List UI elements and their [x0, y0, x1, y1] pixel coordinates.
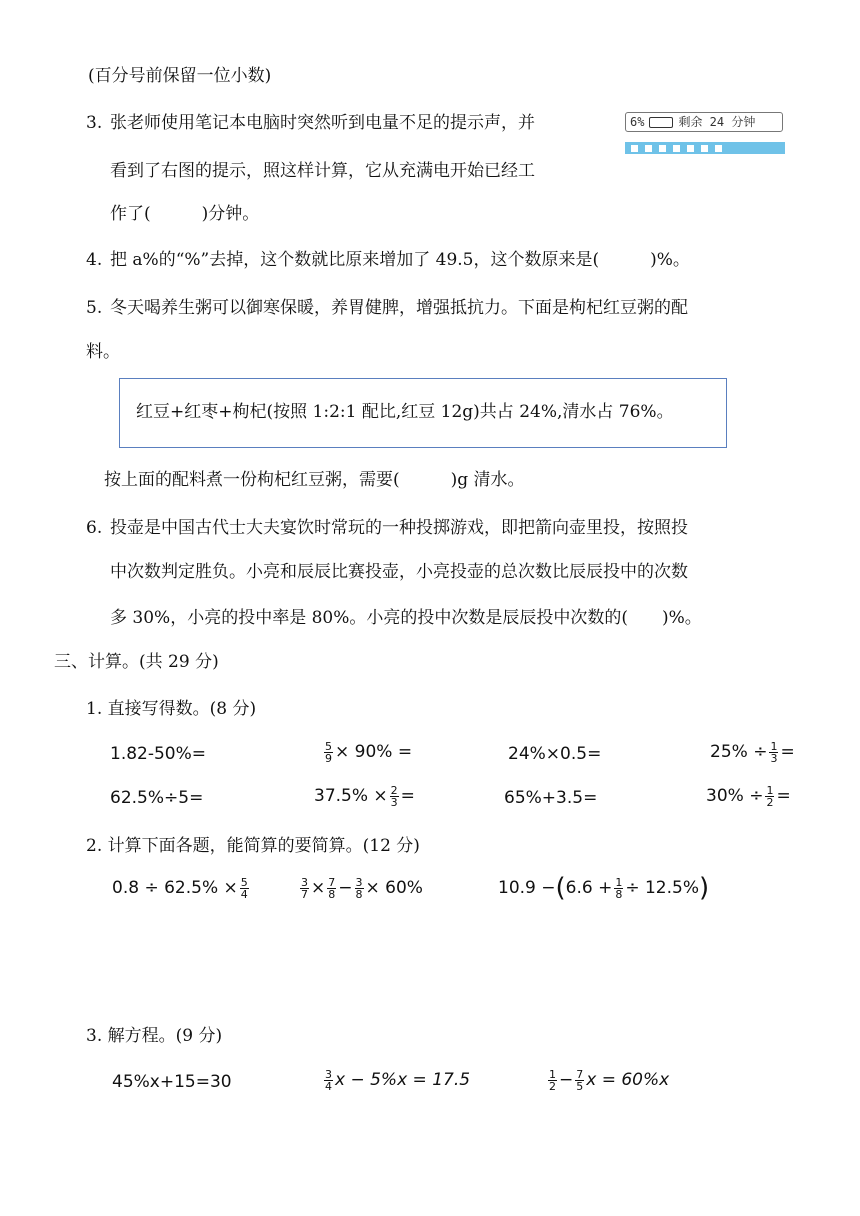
q3-number: 3.	[86, 113, 103, 133]
fraction: $\frac{3}{4}$	[325, 1067, 332, 1093]
c2-expr-3: 10.9 −(6.6 + $\frac{1}{8}$ ÷ 12.5%)	[498, 873, 710, 903]
battery-status	[625, 112, 783, 132]
battery-remaining: 剩余 24 分钟	[678, 115, 756, 129]
c1-item-8: 30% ÷ $\frac{1}{2}$ =	[706, 783, 791, 809]
c1-item-7: 65%+3.5=	[504, 788, 598, 808]
c1-title: 1. 直接写得数。(8 分)	[86, 699, 257, 719]
c1-item-2: $\frac{5}{9}$ × 90% =	[325, 739, 413, 765]
battery-bar	[625, 142, 785, 154]
battery-percent: 6%	[630, 115, 645, 129]
q5-line1: 冬天喝养生粥可以御寒保暖，养胃健脾，增强抵抗力。下面是枸杞红豆粥的配	[110, 298, 688, 318]
q3-line2: 看到了右图的提示，照这样计算，它从充满电开始已经工	[110, 161, 535, 181]
c2-title: 2. 计算下面各题，能简算的要简算。(12 分)	[86, 836, 420, 856]
c1-item-1: 1.82-50%=	[110, 744, 207, 764]
c1-item-3: 24%×0.5=	[508, 744, 602, 764]
fraction: $\frac{1}{8}$	[615, 875, 623, 901]
fraction: $\frac{5}{4}$	[240, 875, 248, 901]
ingredient-text: 红豆+红枣+枸杞(按照 1:2:1 配比,红豆 12g)共占 24%,清水占 76%。	[136, 402, 674, 422]
fraction: $\frac{1}{2}$	[549, 1067, 556, 1093]
q6-line2: 中次数判定胜负。小亮和辰辰比赛投壶，小亮投壶的总次数比辰辰投中的次数	[110, 562, 688, 582]
fraction: $\frac{3}{8}$	[355, 875, 363, 901]
fraction: $\frac{1}{3}$	[770, 739, 778, 765]
q5-number: 5.	[86, 298, 103, 318]
c2-expr-2: $\frac{3}{7}$ × $\frac{7}{8}$ − $\frac{3}{8}$ × 60%	[301, 875, 423, 901]
q5-line2: 料。	[86, 342, 120, 362]
q6-line1: 投壶是中国古代士大夫宴饮时常玩的一种投掷游戏，即把箭向壶里投，按照投	[110, 518, 688, 538]
fraction: $\frac{1}{2}$	[766, 783, 774, 809]
q3-line3: 作了( )分钟。	[110, 204, 260, 224]
c3-expr-2: $\frac{3}{4}$ x − 5%x = 17.5	[325, 1067, 471, 1093]
c1-item-4: 25% ÷ $\frac{1}{3}$ =	[710, 739, 795, 765]
top-note: (百分号前保留一位小数)	[88, 66, 272, 86]
fraction: $\frac{5}{9}$	[325, 739, 332, 765]
battery-indicator	[625, 112, 785, 158]
c2-expr-1: 0.8 ÷ 62.5% × $\frac{5}{4}$	[112, 875, 248, 901]
c1-item-6: 37.5% × $\frac{2}{3}$ =	[314, 783, 415, 809]
section3-heading: 三、计算。(共 29 分)	[54, 652, 219, 672]
fraction: $\frac{2}{3}$	[390, 783, 398, 809]
fraction: $\frac{7}{8}$	[328, 875, 336, 901]
q6-number: 6.	[86, 518, 103, 538]
q4-number: 4.	[86, 250, 103, 270]
fraction: $\frac{7}{5}$	[576, 1067, 584, 1093]
c1-item-5: 62.5%÷5=	[110, 788, 204, 808]
q6-line3: 多 30%，小亮的投中率是 80%。小亮的投中次数是辰辰投中次数的( )%。	[110, 608, 702, 628]
q5-line3: 按上面的配料煮一份枸杞红豆粥，需要( )g 清水。	[104, 470, 525, 490]
c3-expr-1: 45%x+15=30	[112, 1072, 232, 1092]
q3-line1: 张老师使用笔记本电脑时突然听到电量不足的提示声，并	[110, 113, 535, 133]
c3-title: 3. 解方程。(9 分)	[86, 1026, 223, 1046]
battery-icon	[649, 117, 673, 128]
c3-expr-3: $\frac{1}{2}$ − $\frac{7}{5}$ x = 60%x	[549, 1067, 670, 1093]
q4-text: 把 a%的“%”去掉，这个数就比原来增加了 49.5，这个数原来是( )%。	[110, 250, 690, 270]
fraction: $\frac{3}{7}$	[301, 875, 308, 901]
